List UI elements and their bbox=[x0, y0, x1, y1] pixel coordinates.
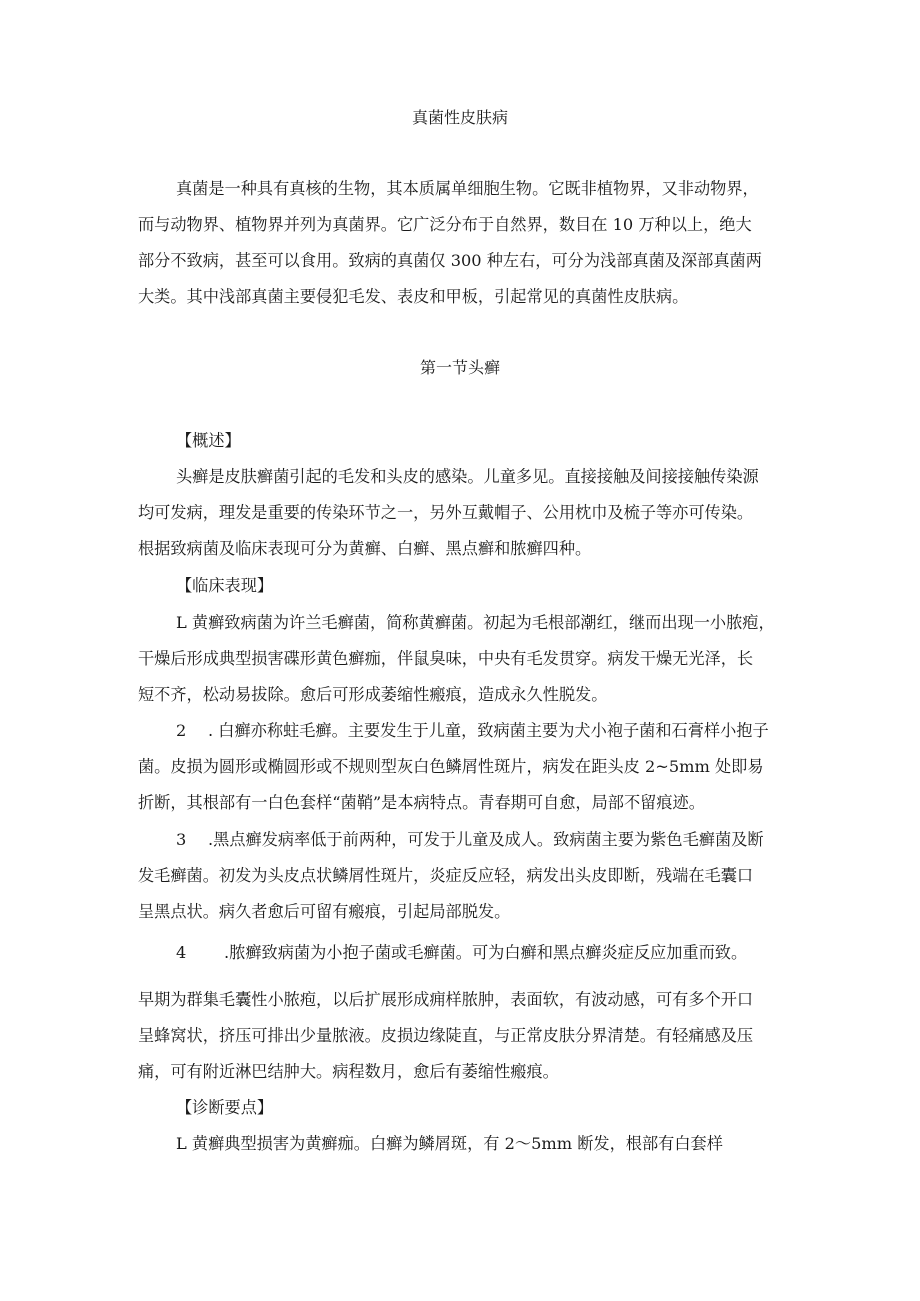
clinical-4-line: .脓癣致病菌为小抱子菌或毛癣菌。可为白癣和黑点癣炎症反应加重而致。 bbox=[224, 943, 748, 962]
clinical-4-first-line bbox=[176, 942, 747, 964]
clinical-4-line: 早期为群集毛囊性小脓疱，以后扩展形成痈样脓肿，表面软，有波动感，可有多个开口 bbox=[138, 990, 754, 1009]
clinical-2-line: . 白癣亦称蛀毛癣。主要发生于儿童，致病菌主要为犬小袍子菌和石膏样小抱子 bbox=[208, 721, 769, 740]
overview-line: 均可发病，理发是重要的传染环节之一，另外互戴帽子、公用枕巾及梳子等亦可传染。 bbox=[138, 503, 754, 522]
clinical-3-first-line bbox=[176, 829, 764, 851]
intro-line: 大类。其中浅部真菌主要侵犯毛发、表皮和甲板，引起常见的真菌性皮肤病。 bbox=[138, 287, 689, 306]
intro-line: 部分不致病，甚至可以食用。致病的真菌仅 300 种左右，可分为浅部真菌及深部真菌两 bbox=[138, 251, 762, 270]
clinical-2-line: 折断，其根部有一白色套样“菌鞘”是本病特点。青春期可自愈，局部不留痕迹。 bbox=[138, 793, 705, 812]
overview-line: 头癣是皮肤癣菌引起的毛发和头皮的感染。儿童多见。直接接触及间接接触传染源 bbox=[176, 467, 759, 486]
clinical-1-line: 短不齐，松动易拔除。愈后可形成萎缩性瘢痕，造成永久性脱发。 bbox=[138, 685, 608, 704]
clinical-4-line: 痛，可有附近淋巴结肿大。病程数月，愈后有萎缩性瘢痕。 bbox=[138, 1062, 559, 1081]
clinical-2-first-line bbox=[176, 720, 769, 742]
clinical-3-line: 发毛癣菌。初发为头皮点状鳞屑性斑片，炎症反应轻，病发出头皮即断，残端在毛囊口 bbox=[138, 866, 754, 885]
diagnosis-heading: 【诊断要点】 bbox=[176, 1098, 274, 1117]
item-number: 3 bbox=[176, 830, 187, 849]
item-number: 4 bbox=[176, 943, 187, 962]
diagnosis-line: L 黄癣典型损害为黄癣痂。白癣为鳞屑斑，有 2～5mm 断发，根部有白套样 bbox=[176, 1134, 723, 1153]
overview-line: 根据致病菌及临床表现可分为黄癣、白癣、黑点癣和脓癣四种。 bbox=[138, 539, 592, 558]
clinical-1-line: 干燥后形成典型损害碟形黄色癣痂，伴鼠臭味，中央有毛发贯穿。病发干燥无光泽，长 bbox=[138, 649, 754, 668]
document-title: 真菌性皮肤病 bbox=[411, 108, 508, 127]
clinical-2-line: 菌。皮损为圆形或椭圆形或不规则型灰白色鳞屑性斑片，病发在距头皮 2~5mm 处即易 bbox=[138, 757, 764, 776]
clinical-heading: 【临床表现】 bbox=[176, 576, 274, 595]
clinical-4-line: 呈蜂窝状，挤压可排出少量脓液。皮损边缘陡直，与正常皮肤分界清楚。有轻痛感及压 bbox=[138, 1026, 754, 1045]
overview-heading: 【概述】 bbox=[176, 431, 241, 450]
intro-line: 而与动物界、植物界并列为真菌界。它广泛分布于自然界，数目在 10 万种以上，绝大 bbox=[138, 215, 752, 234]
clinical-1-line: L 黄癣致病菌为许兰毛癣菌，简称黄癣菌。初起为毛根部潮红，继而出现一小脓疱， bbox=[176, 613, 775, 632]
item-number: 2 bbox=[176, 721, 187, 740]
intro-line: 真菌是一种具有真核的生物，其本质属单细胞生物。它既非植物界，又非动物界， bbox=[176, 179, 759, 198]
clinical-3-line: 呈黑点状。病久者愈后可留有瘢痕，引起局部脱发。 bbox=[138, 902, 511, 921]
clinical-3-line: .黑点癣发病率低于前两种，可发于儿童及成人。致病菌主要为紫色毛癣菌及断 bbox=[208, 830, 764, 849]
section-title: 第一节头癣 bbox=[419, 358, 500, 377]
